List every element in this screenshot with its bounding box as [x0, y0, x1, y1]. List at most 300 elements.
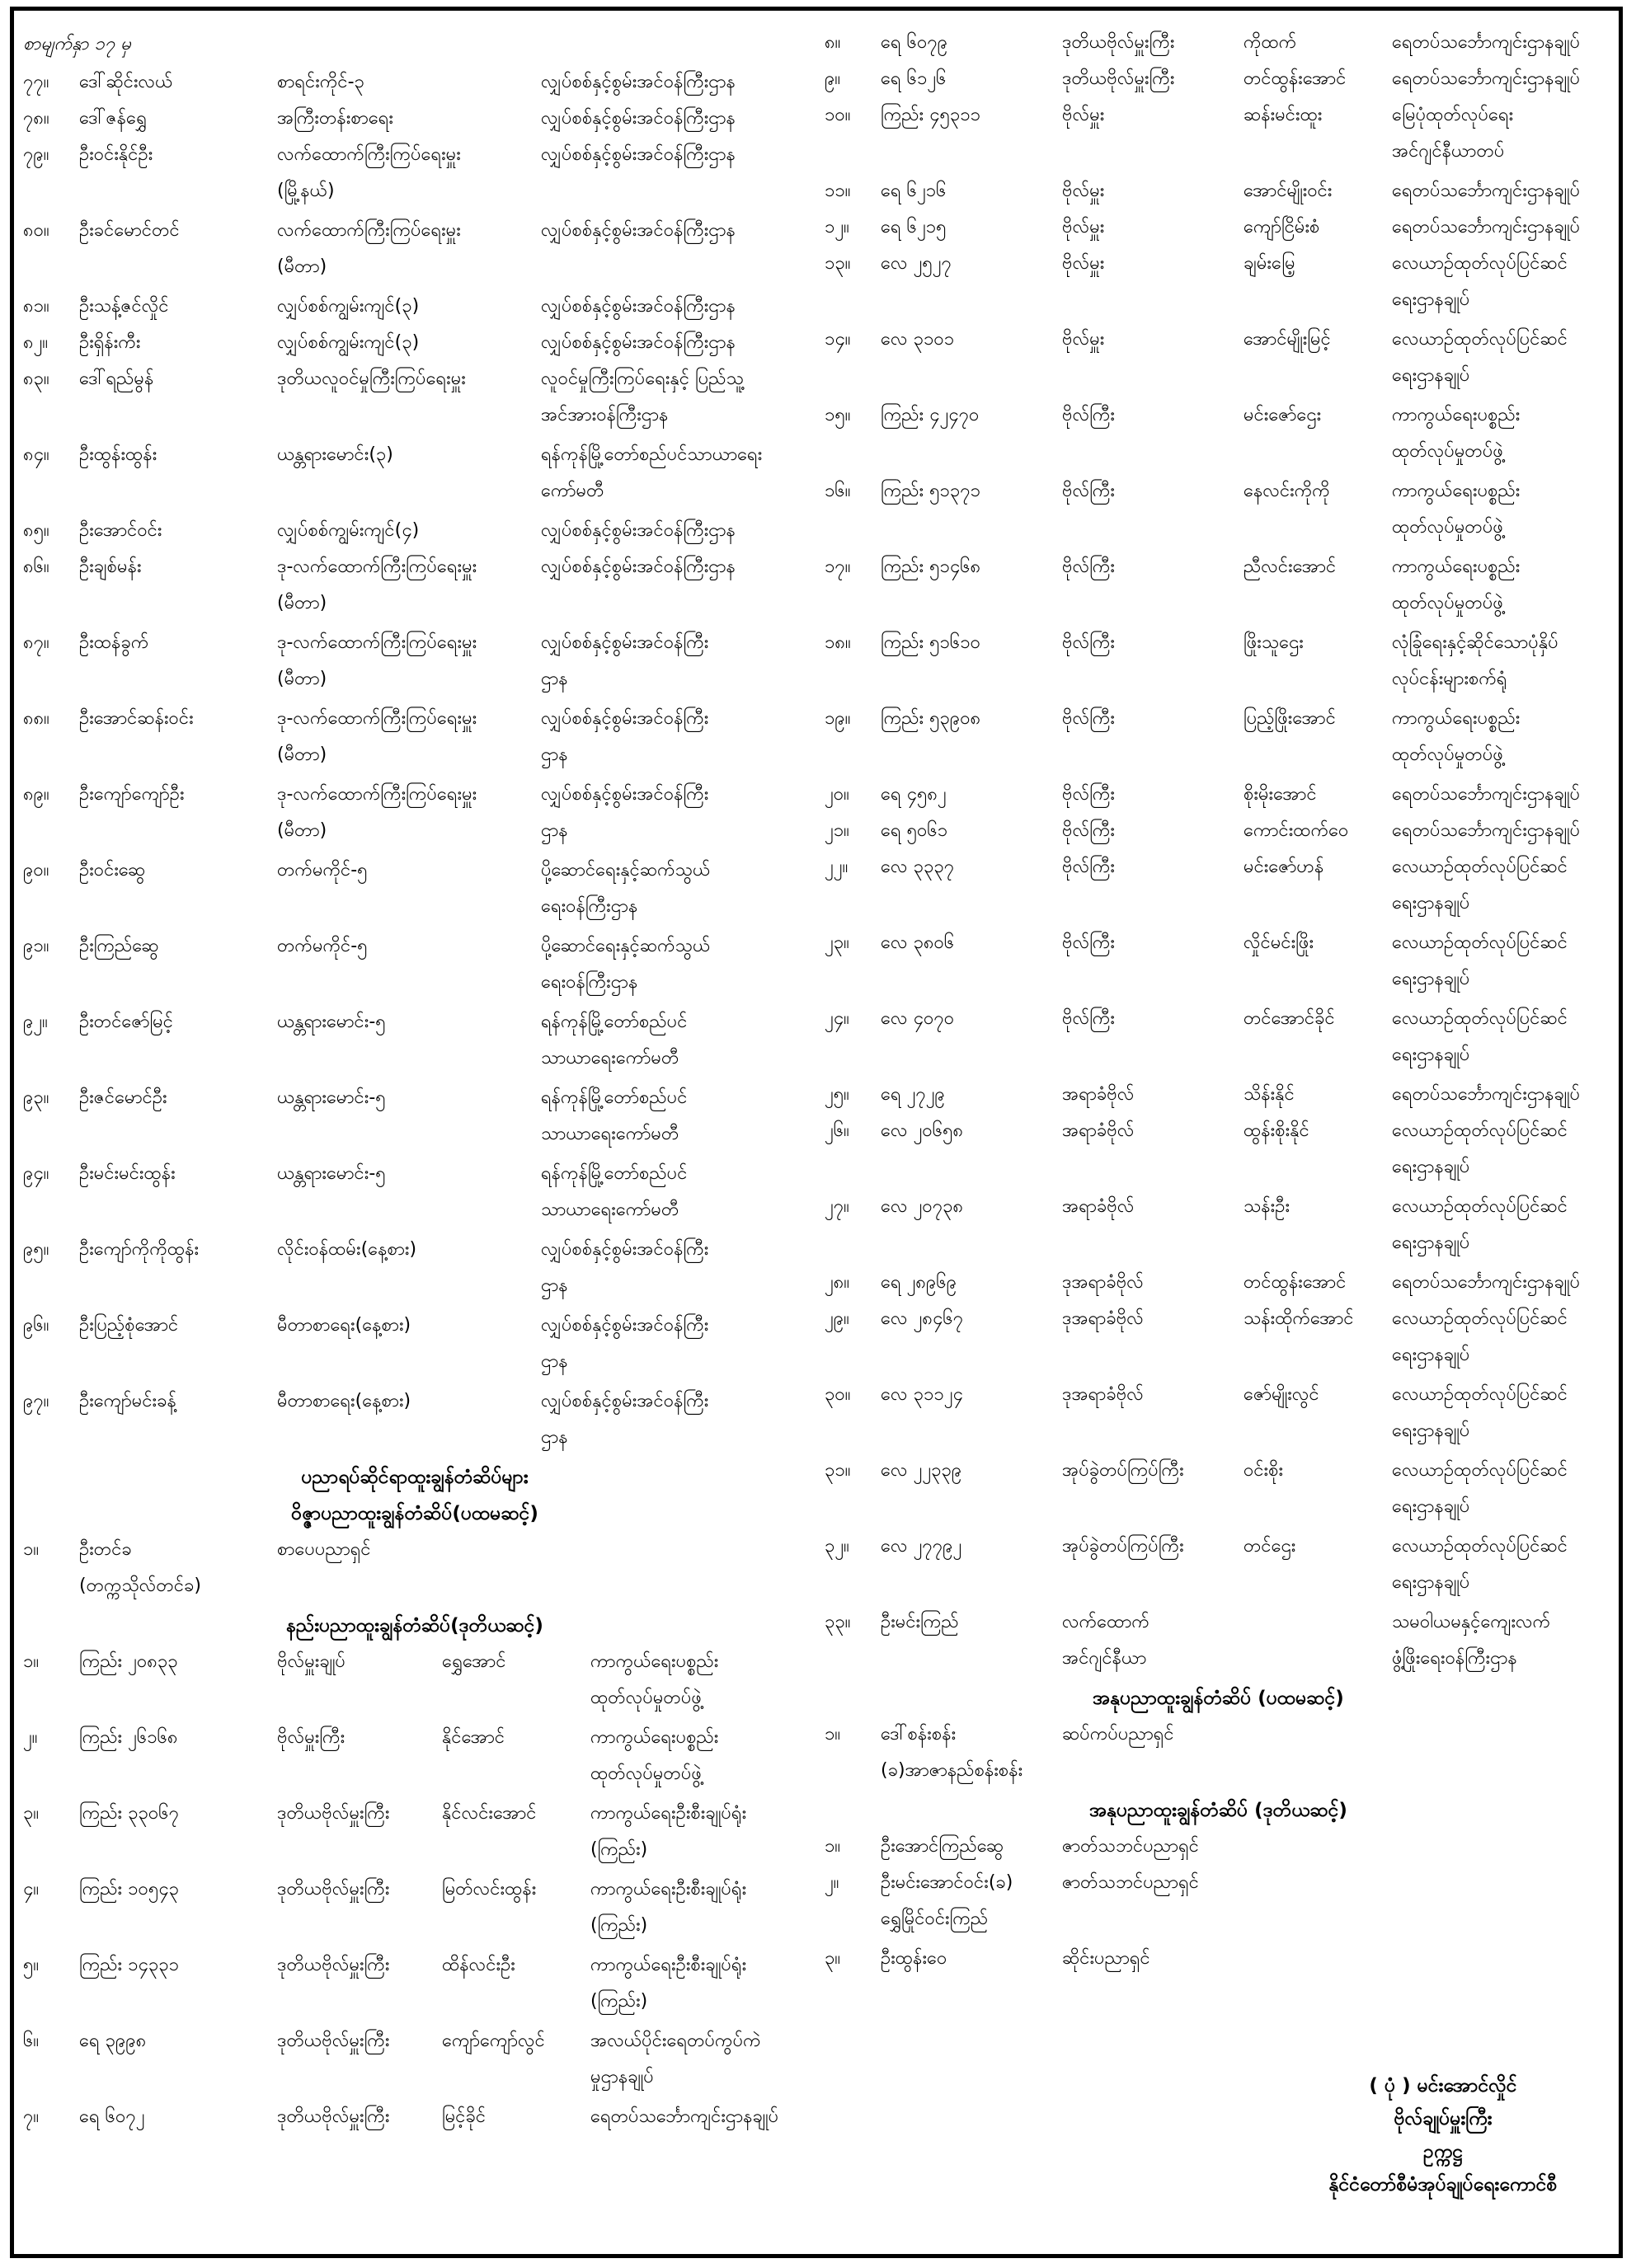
row-number: ၈၁။ [23, 296, 49, 317]
unit: ရေးဌာနချုပ် [1392, 893, 1470, 913]
list-row [23, 928, 806, 1004]
service-id: ကြည်း ၂၆၁၆၈ [79, 1727, 178, 1748]
row-number: ၈၉။ [23, 784, 49, 805]
position: မီတာစာရေး(နေ့စား) [277, 1391, 411, 1411]
signature-line-1: ( ပုံ ) မင်းအောင်လှိုင် [1369, 2075, 1517, 2097]
person-name: ဇော်မျိုးလွင် [1243, 1384, 1319, 1405]
person-name: ဦးကျော်ကျော်ဦး [79, 784, 185, 805]
person-name: သန်းထိုက်အောင် [1243, 1308, 1354, 1329]
list-row [825, 97, 1612, 173]
list-row [825, 246, 1612, 322]
list-row [825, 1829, 1612, 1865]
position: တက်မကိုင်-၅ [277, 936, 368, 956]
row-number: ၂၅။ [825, 1084, 849, 1105]
row-number: ၇။ [23, 2106, 40, 2127]
list-row [825, 549, 1612, 625]
row-number: ၁။ [825, 1724, 841, 1744]
row-number: ၉၁။ [23, 936, 49, 956]
rank: ဗိုလ်မှူး [1062, 329, 1105, 350]
service-id: ကြည်း ၄၅၃၁၁ [881, 105, 980, 125]
person-name: ဦးသန့်ဇင်လှိုင် [79, 296, 169, 317]
department: ဌာန [541, 669, 568, 689]
position: (မီတာ) [277, 744, 327, 765]
row-number: ၁၉။ [825, 708, 851, 729]
list-row [23, 1004, 806, 1080]
row-number: ၉၀။ [23, 860, 49, 880]
department: လျှပ်စစ်နှင့်စွမ်းအင်ဝန်ကြီး [541, 1391, 709, 1411]
unit: ရေးဌာနချုပ် [1392, 1045, 1470, 1065]
list-row [23, 325, 806, 361]
position: (မီတာ) [277, 256, 327, 277]
row-number: ၁၄။ [825, 329, 851, 350]
list-row [23, 213, 806, 289]
row-number: ၃။ [825, 1948, 841, 1969]
list-row [23, 64, 806, 101]
person-name: ရွှေမြိုင်ဝင်းကြည် [881, 1909, 989, 1929]
row-number: ၈၃။ [23, 369, 49, 389]
person-name: အောင်မျိုးမြင့် [1243, 329, 1331, 350]
list-row [825, 1077, 1612, 1113]
unit: (ကြည်း) [590, 1991, 648, 2012]
unit: ကာကွယ်ရေးပစ္စည်း [1392, 708, 1521, 729]
position: လက်ထောက်ကြီးကြပ်ရေးမှူး [277, 144, 461, 165]
field: စာပေပညာရှင် [277, 1539, 371, 1560]
list-row [23, 701, 806, 777]
service-id: ကြည်း ၅၁၃၇၁ [881, 481, 980, 501]
row-number: ၁၆။ [825, 481, 851, 501]
position: ဒုတိယလူဝင်မှုကြီးကြပ်ရေးမှူး [277, 369, 466, 389]
unit: ကာကွယ်ရေးပစ္စည်း [1392, 481, 1521, 501]
person-name: ဒေါ်ရည်မွန် [79, 369, 154, 389]
unit: လေယာဉ်ထုတ်လုပ်ပြင်ဆင် [1392, 1196, 1568, 1217]
list-row [825, 473, 1612, 549]
service-id: ရေ ၆၀၇၂ [79, 2106, 145, 2127]
rank: အုပ်ခွဲတပ်ကြပ်ကြီး [1062, 1460, 1184, 1481]
unit: ထုတ်လုပ်မှုတပ်ဖွဲ့ [1392, 744, 1503, 765]
rank: ဗိုလ်ကြီး [1062, 556, 1116, 577]
rank: ဗိုလ်ကြီး [1062, 932, 1116, 953]
heading-tech-2: နည်းပညာထူးချွန်တံဆိပ်(ဒုတိယဆင့်) [286, 1615, 543, 1636]
unit: ရေတပ်သင်္ဘောကျင်းဌာနချုပ် [1392, 32, 1581, 53]
row-number: ၂၈။ [825, 1272, 850, 1293]
person-name: ဦးရှိန်းကီး [79, 332, 141, 353]
signature-line-4: နိုင်ငံတော်စီမံအုပ်ချုပ်ရေးကောင်စီ [1328, 2174, 1558, 2195]
list-row [23, 1232, 806, 1308]
list-row [825, 925, 1612, 1001]
science-list [23, 1532, 806, 1608]
left-column [23, 25, 806, 2135]
service-id: ရေ ၆၁၂၆ [881, 68, 947, 89]
unit: ရေးဌာနချုပ် [1392, 969, 1470, 989]
row-number: ၉။ [825, 68, 841, 89]
position: လက်ထောက် [1062, 1612, 1149, 1632]
person-name: ဦးဇင်မောင်ဦး [79, 1087, 167, 1108]
position: ယန္တရားမောင်း-၅ [277, 1087, 386, 1108]
person-name: ဦးချစ်မန်း [79, 556, 142, 577]
list-row [23, 549, 806, 625]
person-name: မင်းဇော်ဟန် [1243, 857, 1324, 877]
row-number: ၃၁။ [825, 1460, 851, 1481]
department: လျှပ်စစ်နှင့်စွမ်းအင်ဝန်ကြီးဌာန [541, 556, 736, 577]
row-number: ၈၄။ [23, 444, 49, 465]
position: အကြီးတန်းစာရေး [277, 108, 393, 129]
row-number: ၈၂။ [23, 332, 49, 353]
unit: ထုတ်လုပ်မှုတပ်ဖွဲ့ [590, 1763, 702, 1784]
service-id: ကြည်း ၅၁၆၁၀ [881, 632, 980, 653]
rank: ဗိုလ်ကြီး [1062, 784, 1116, 805]
list-row [825, 625, 1612, 701]
service-id: ရေ ၄၅၈၂ [881, 784, 947, 805]
list-row [23, 437, 806, 513]
service-id: ကြည်း ၅၃၉၀၈ [881, 708, 981, 729]
list-row [825, 777, 1612, 813]
row-number: ၈၆။ [23, 556, 49, 577]
unit: လေယာဉ်ထုတ်လုပ်ပြင်ဆင် [1392, 857, 1568, 877]
department: ရန်ကုန်မြို့တော်စည်ပင်သာယာရေး [541, 444, 763, 465]
row-number: ၅။ [23, 1955, 40, 1975]
department: ဌာန [541, 744, 568, 765]
heading-academic: ပညာရပ်ဆိုင်ရာထူးချွန်တံဆိပ်များ [301, 1467, 529, 1488]
person-name: ဦးမင်းမင်းထွန်း [79, 1163, 176, 1184]
row-number: ၁၀။ [825, 105, 851, 125]
service-id: ကြည်း ၃၃၀၆၇ [79, 1803, 179, 1824]
person-name: တင်ထွန်းအောင် [1243, 68, 1347, 89]
position: ယန္တရားမောင်း-၅ [277, 1012, 386, 1032]
unit: လေယာဉ်ထုတ်လုပ်ပြင်ဆင် [1392, 329, 1568, 350]
department: သာယာရေးကော်မတီ [541, 1200, 679, 1220]
department: လျှပ်စစ်နှင့်စွမ်းအင်ဝန်ကြီး [541, 1239, 709, 1260]
unit: လုံခြုံရေးနှင့်ဆိုင်သောပုံနှိပ် [1392, 632, 1558, 653]
row-number: ၉၇။ [23, 1391, 49, 1411]
service-id: ကြည်း ၁၄၃၃၁ [79, 1955, 179, 1975]
rank: ဒုတိယဗိုလ်မှူးကြီး [277, 2031, 390, 2051]
fine2-list [825, 1829, 1612, 1977]
department: ဌာန [541, 1275, 568, 1296]
department: ဌာန [541, 1427, 568, 1448]
position: (မီတာ) [277, 669, 327, 689]
rank: ဗိုလ်မှူး [1062, 253, 1105, 274]
row-number: ၃၃။ [825, 1612, 851, 1632]
position: (မီတာ) [277, 820, 327, 841]
person-name: ဦးအောင်ဆန်းဝင်း [79, 708, 194, 729]
row-number: ၂၆။ [825, 1120, 849, 1141]
person-name: ဦးတင်ခ [79, 1539, 132, 1560]
department: ရေးဝန်ကြီးဌာန [541, 896, 638, 917]
list-row [23, 2099, 806, 2135]
unit: ရေးဌာနချုပ် [1392, 1345, 1470, 1365]
position: လိုင်းဝန်ထမ်း(နေ့စား) [277, 1239, 417, 1260]
service-id: ကြည်း ၄၂၄၇၀ [881, 405, 980, 425]
list-row [825, 1528, 1612, 1604]
row-number: ၉၅။ [23, 1239, 49, 1260]
row-number: ၁၁။ [825, 181, 851, 201]
list-row [825, 1453, 1612, 1528]
signature-block [1286, 2069, 1600, 2201]
row-number: ၇၈။ [23, 108, 49, 129]
person-name: ကိုထက် [1243, 32, 1297, 53]
unit: ရေတပ်သင်္ဘောကျင်းဌာနချုပ် [1392, 217, 1581, 237]
department: လျှပ်စစ်နှင့်စွမ်းအင်ဝန်ကြီးဌာန [541, 220, 736, 241]
person-name: ဖြိုးသူဌေး [1243, 632, 1304, 653]
position: ဒု-လက်ထောက်ကြီးကြပ်ရေးမှူး [277, 708, 477, 729]
list-row [825, 1189, 1612, 1265]
department: လျှပ်စစ်နှင့်စွမ်းအင်ဝန်ကြီးဌာန [541, 144, 736, 165]
field: ဇာတ်သဘင်ပညာရှင် [1062, 1836, 1199, 1857]
position: မီတာစာရေး(နေ့စား) [277, 1315, 411, 1336]
department: ရန်ကုန်မြို့တော်စည်ပင် [541, 1163, 688, 1184]
heading-fine-1: အနုပညာထူးချွန်တံဆိပ် (ပထမဆင့်) [1093, 1688, 1344, 1709]
person-name: ဦးကျော်ကိုကိုထွန်း [79, 1239, 200, 1260]
department: လျှပ်စစ်နှင့်စွမ်းအင်ဝန်ကြီး [541, 708, 709, 729]
unit: ထုတ်လုပ်မှုတပ်ဖွဲ့ [590, 1688, 702, 1708]
person-name: တင်ဌေး [1243, 1536, 1296, 1557]
list-row [825, 849, 1612, 925]
signature-line-3: ဥက္ကဋ္ဌ [1423, 2141, 1463, 2162]
person-name: ကျော်ငြိမ်းစံ [1243, 217, 1320, 237]
tech-list [23, 1644, 806, 2135]
row-number: ၂၁။ [825, 820, 849, 841]
extra-list [825, 1604, 1612, 1680]
department: လျှပ်စစ်နှင့်စွမ်းအင်ဝန်ကြီးဌာန [541, 520, 736, 541]
field: ဆိုင်းပညာရှင် [1062, 1948, 1150, 1969]
row-number: ၉၃။ [23, 1087, 49, 1108]
list-row [825, 1265, 1612, 1301]
list-row [23, 1080, 806, 1156]
list-row [23, 777, 806, 852]
position: ဒု-လက်ထောက်ကြီးကြပ်ရေးမှူး [277, 556, 477, 577]
list-row [23, 2023, 806, 2099]
person-name: မင်းဇော်ဌေး [1243, 405, 1322, 425]
department: လျှပ်စစ်နှင့်စွမ်းအင်ဝန်ကြီး [541, 632, 709, 653]
service-id: ရေ ၂၇၂၉ [881, 1084, 945, 1105]
department: ရန်ကုန်မြို့တော်စည်ပင် [541, 1087, 688, 1108]
department: ပို့ဆောင်ရေးနှင့်ဆက်သွယ် [541, 860, 711, 880]
rank: ဗိုလ်မှူး [1062, 181, 1105, 201]
department: သာယာရေးကော်မတီ [541, 1124, 679, 1144]
row-number: ၁။ [23, 1651, 40, 1672]
list-row [23, 289, 806, 325]
service-id: ကြည်း ၅၁၄၆၈ [881, 556, 981, 577]
list-row [825, 813, 1612, 849]
service-id: ရေ ၃၉၉၈ [79, 2031, 147, 2051]
service-id: ရေ ၆၂၁၆ [881, 181, 947, 201]
row-number: ၁၇။ [825, 556, 851, 577]
person-name: ဦးထွန်းထွန်း [79, 444, 157, 465]
list-row [825, 61, 1612, 97]
department: အင်အားဝန်ကြီးဌာန [541, 405, 669, 425]
position: ဒု-လက်ထောက်ကြီးကြပ်ရေးမှူး [277, 632, 477, 653]
list-row [23, 1720, 806, 1796]
service-id: လေ ၄၀၇၀ [881, 1008, 955, 1029]
row-number: ၃၂။ [825, 1536, 849, 1557]
unit: ရေးဌာနချုပ် [1392, 1233, 1470, 1253]
unit: ရေတပ်သင်္ဘောကျင်းဌာနချုပ် [1392, 820, 1581, 841]
list-row [825, 1301, 1612, 1377]
rank: ဒုတိယဗိုလ်မှူးကြီး [277, 2106, 390, 2127]
person-name: ဦးမင်းအောင်ဝင်း(ခ) [881, 1872, 1013, 1893]
row-number: ၆။ [23, 2031, 40, 2051]
service-id: လေ ၃၃၃၇ [881, 857, 955, 877]
list-row [23, 513, 806, 549]
list-row [23, 625, 806, 701]
rank: အရာခံဗိုလ် [1062, 1084, 1135, 1105]
row-number: ၈၇။ [23, 632, 49, 653]
unit: ကာကွယ်ရေးဦးစီးချုပ်ရုံး [590, 1955, 747, 1975]
list-row [23, 1383, 806, 1459]
row-number: ၂၉။ [825, 1308, 849, 1329]
list-row [825, 1865, 1612, 1941]
service-id: လေ ၂၈၄၆၇ [881, 1308, 964, 1329]
person-name: (တက္ကသိုလ်တင်ခ) [79, 1575, 202, 1596]
department: ရန်ကုန်မြို့တော်စည်ပင် [541, 1012, 688, 1032]
list-row [825, 173, 1612, 209]
rank: ဒုတိယဗိုလ်မှူးကြီး [277, 1955, 390, 1975]
rank: ဒုတိယဗိုလ်မှူးကြီး [1062, 32, 1175, 53]
row-number: ၁၂။ [825, 217, 849, 237]
list-row [825, 209, 1612, 246]
unit: ကာကွယ်ရေးပစ္စည်း [1392, 556, 1521, 577]
unit: ထုတ်လုပ်မှုတပ်ဖွဲ့ [1392, 441, 1503, 462]
unit: ကာကွယ်ရေးဦးစီးချုပ်ရုံး [590, 1803, 747, 1824]
person-name: သိန်းနိုင် [1243, 1084, 1295, 1105]
heading-science-1: ဝိဇ္ဇာပညာထူးချွန်တံဆိပ်(ပထမဆင့်) [291, 1503, 538, 1524]
position: လက်ထောက်ကြီးကြပ်ရေးမှူး [277, 220, 461, 241]
unit: လေယာဉ်ထုတ်လုပ်ပြင်ဆင် [1392, 1384, 1568, 1405]
row-number: ၇၉။ [23, 144, 49, 165]
department: ဖွံ့ဖြိုးရေးဝန်ကြီးဌာန [1392, 1648, 1517, 1669]
position: စာရင်းကိုင်-၃ [277, 72, 364, 92]
row-number: ၂။ [23, 1727, 38, 1748]
person-name: ချမ်းမြေ့ [1243, 253, 1295, 274]
row-number: ၁၅။ [825, 405, 851, 425]
signature-line-2: ဗိုလ်ချုပ်မှူးကြီး [1394, 2108, 1493, 2129]
unit: ထုတ်လုပ်မှုတပ်ဖွဲ့ [1392, 517, 1503, 538]
department: လျှပ်စစ်နှင့်စွမ်းအင်ဝန်ကြီးဌာန [541, 296, 736, 317]
rank: အရာခံဗိုလ် [1062, 1196, 1135, 1217]
list-row [23, 1871, 806, 1947]
department: ဌာန [541, 820, 568, 841]
person-name: ကျော်ကျော်လွင် [442, 2031, 545, 2051]
unit: လေယာဉ်ထုတ်လုပ်ပြင်ဆင် [1392, 1536, 1568, 1557]
list-row [23, 852, 806, 928]
unit: လေယာဉ်ထုတ်လုပ်ပြင်ဆင် [1392, 1120, 1568, 1141]
row-number: ၁။ [825, 1836, 841, 1857]
position: (မီတာ) [277, 593, 327, 613]
list-row [23, 101, 806, 137]
rank: ဗိုလ်မှူးကြီး [277, 1727, 346, 1748]
rank: ဗိုလ်မှူးချုပ် [277, 1651, 346, 1672]
service-id: ကြည်း ၂၀၈၃၃ [79, 1651, 178, 1672]
rank: ဗိုလ်ကြီး [1062, 481, 1116, 501]
right-list [825, 25, 1612, 1604]
rank: ဒုတိယဗိုလ်မှူးကြီး [1062, 68, 1175, 89]
list-row [23, 1156, 806, 1232]
list-row [23, 1644, 806, 1720]
rank: ဗိုလ်ကြီး [1062, 1008, 1116, 1029]
list-row [825, 1604, 1612, 1680]
unit: ရေးဌာနချုပ် [1392, 1572, 1470, 1593]
row-number: ၂။ [825, 1872, 839, 1893]
rank: ဗိုလ်ကြီး [1062, 405, 1116, 425]
person-name: ဦးကျော်မင်းခန့် [79, 1391, 176, 1411]
row-number: ၉၆။ [23, 1315, 49, 1336]
rank: ဗိုလ်ကြီး [1062, 820, 1116, 841]
person-name: သန်းဦး [1243, 1196, 1290, 1217]
row-number: ၈၅။ [23, 520, 49, 541]
left-list [23, 64, 806, 1459]
person-name: ဦးထွန်းဝေ [881, 1948, 947, 1969]
person-name: ဦးကြည်ဆွေ [79, 936, 159, 956]
field: ဇာတ်သဘင်ပညာရှင် [1062, 1872, 1199, 1893]
position: တက်မကိုင်-၅ [277, 860, 368, 880]
unit: (ကြည်း) [590, 1915, 648, 1936]
person-name: ဦးဝင်းနိုင်ဦး [79, 144, 153, 165]
unit: လေယာဉ်ထုတ်လုပ်ပြင်ဆင် [1392, 1008, 1568, 1029]
row-number: ၂၃။ [825, 932, 849, 953]
department: ရေးဝန်ကြီးဌာန [541, 972, 638, 993]
person-name: (ခ)အာဇာနည်စန်းစန်း [881, 1760, 1023, 1781]
unit: အလယ်ပိုင်းရေတပ်ကွပ်ကဲ [590, 2031, 761, 2051]
department: သမဝါယမနှင့်ကျေးလက် [1392, 1612, 1551, 1632]
unit: ကာကွယ်ရေးပစ္စည်း [590, 1651, 719, 1672]
heading-fine-2: အနုပညာထူးချွန်တံဆိပ် (ဒုတိယဆင့်) [1089, 1800, 1347, 1821]
person-name: ထွန်းစိုးနိုင် [1243, 1120, 1309, 1141]
department: ပို့ဆောင်ရေးနှင့်ဆက်သွယ် [541, 936, 711, 956]
unit: ကာကွယ်ရေးပစ္စည်း [590, 1727, 719, 1748]
service-id: လေ ၃၁၀၁ [881, 329, 955, 350]
list-row [23, 361, 806, 437]
service-id: လေ ၃၈၀၆ [881, 932, 955, 953]
department: လျှပ်စစ်နှင့်စွမ်းအင်ဝန်ကြီးဌာန [541, 332, 736, 353]
list-row [825, 701, 1612, 777]
list-row [825, 1941, 1612, 1977]
department: လျှပ်စစ်နှင့်စွမ်းအင်ဝန်ကြီး [541, 1315, 709, 1336]
row-number: ၂၀။ [825, 784, 849, 805]
position: လျှပ်စစ်ကျွမ်းကျင်(၄) [277, 520, 420, 541]
unit: ထုတ်လုပ်မှုတပ်ဖွဲ့ [1392, 593, 1503, 613]
unit: မြေပုံထုတ်လုပ်ရေး [1392, 105, 1514, 125]
row-number: ၂၂။ [825, 857, 849, 877]
row-number: ၇၇။ [23, 72, 49, 92]
row-number: ၂၄။ [825, 1008, 849, 1029]
rank: ဒုအရာခံဗိုလ် [1062, 1272, 1144, 1293]
list-row [825, 1001, 1612, 1077]
department: လျှပ်စစ်နှင့်စွမ်းအင်ဝန်ကြီးဌာန [541, 72, 736, 92]
department: လျှပ်စစ်နှင့်စွမ်းအင်ဝန်ကြီးဌာန [541, 108, 736, 129]
person-name: ဦးထန်ခွက် [79, 632, 149, 653]
position: လျှပ်စစ်ကျွမ်းကျင်(၃) [277, 296, 420, 317]
page-number: စာမျက်နှာ ၁၇ မှ [23, 34, 131, 54]
row-number: ၁၈။ [825, 632, 851, 653]
person-name: ဦးဝင်းဆွေ [79, 860, 146, 880]
unit: ကာကွယ်ရေးဦးစီးချုပ်ရုံး [590, 1879, 747, 1899]
department: လျှပ်စစ်နှင့်စွမ်းအင်ဝန်ကြီး [541, 784, 709, 805]
unit: ရေတပ်သင်္ဘောကျင်းဌာနချုပ် [1392, 1272, 1581, 1293]
service-id: လေ ၂၂၃၃၉ [881, 1460, 962, 1481]
row-number: ၃။ [23, 1803, 40, 1824]
person-name: တင်အောင်ခိုင် [1243, 1008, 1335, 1029]
person-name: ဒေါ်ဆိုင်းလယ် [79, 72, 173, 92]
person-name: ဦးပြည့်စုံအောင် [79, 1315, 179, 1336]
person-name: စိုးမိုးအောင် [1243, 784, 1317, 805]
rank: ဒုတိယဗိုလ်မှူးကြီး [277, 1879, 390, 1899]
unit: လေယာဉ်ထုတ်လုပ်ပြင်ဆင် [1392, 253, 1568, 274]
service-id: လေ ၂၇၇၉၂ [881, 1536, 962, 1557]
list-row [23, 1947, 806, 2023]
list-row [825, 1113, 1612, 1189]
person-name: ဦးအောင်ကြည်ဆွေ [881, 1836, 1004, 1857]
row-number: ၈၀။ [23, 220, 49, 241]
